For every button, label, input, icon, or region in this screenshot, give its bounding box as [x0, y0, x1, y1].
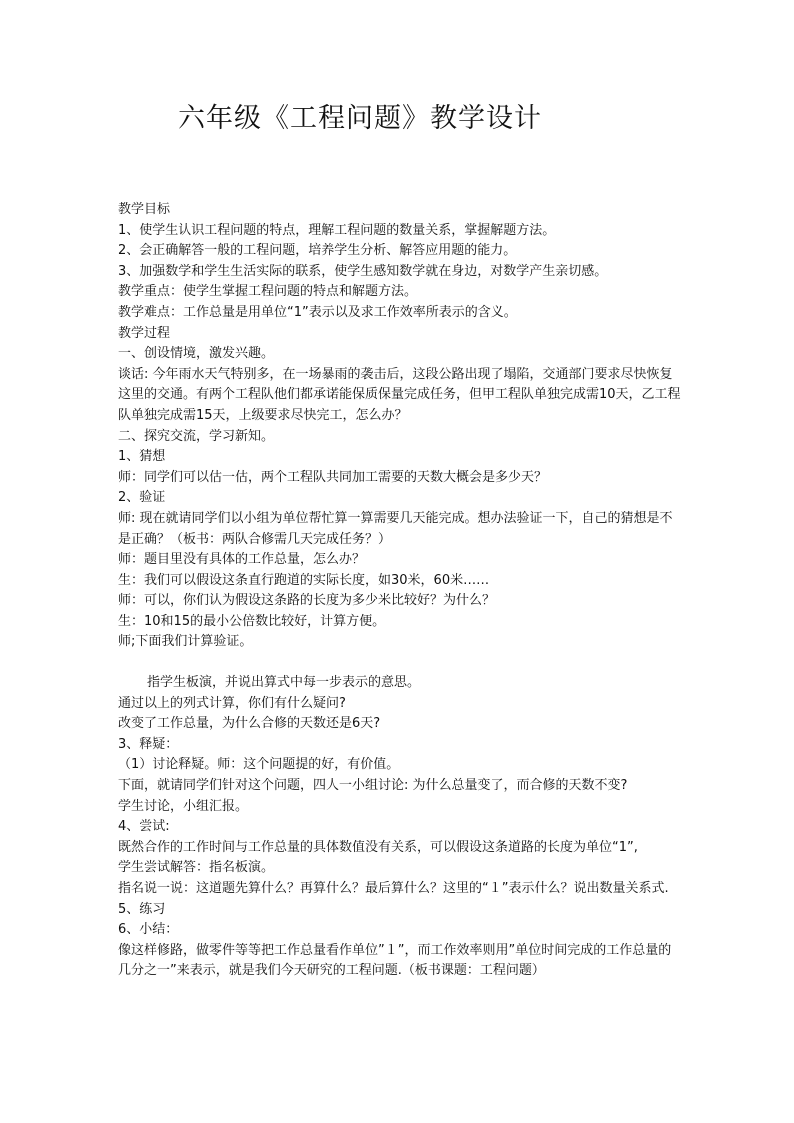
document-body [118, 200, 684, 982]
difficult-point: 教学难点：工作总量是用单位“1”表示以及求工作效率所表示的含义。 [118, 304, 517, 320]
step-try-heading: 4、尝试: [118, 819, 170, 835]
step-verify-heading: 2、验证 [118, 490, 166, 506]
intro-paragraph: 谈话: 今年雨水天气特别多，在一场暴雨的袭击后，这段公路出现了塌陷，交通部门要求尽快恢复这里的交通。有两个工程队他们都承诺能保质保量完成任务，但甲工程队单独完成需10天，乙工程队单独完成需15天，上级要求尽快完工，怎么办？ [118, 366, 681, 423]
section-1-heading: 一、创设情境，激发兴趣。 [118, 346, 275, 362]
discussion-line: 下面，就请同学们针对这个问题，四人一小组讨论: 为什么总量变了，而合修的天数不变? [118, 778, 628, 794]
dialogue-line: 师：可以，你们认为假设这条路的长度为多少米比较好？为什么？ [118, 593, 496, 609]
verify-paragraph: 师: 现在就请同学们以小组为单位帮忙算一算需要几天能完成。想办法验证一下，自己的猜想是不是正确？（板书：两队合修需几天完成任务？） [118, 510, 673, 547]
discussion-line: 学生讨论，小组汇报。 [118, 798, 249, 814]
goal-2: 2、会正确解答一般的工程问题，培养学生分析、解答应用题的能力。 [118, 243, 517, 259]
try-line: 学生尝试解答：指名板演。 [118, 860, 275, 876]
step-summary-heading: 6、小结： [118, 922, 179, 938]
board-demo-line: 指学生板演，并说出算式中每一步表示的意思。 [147, 675, 421, 691]
dialogue-line: 师;下面我们计算验证。 [118, 634, 253, 650]
summary-paragraph: 像这样修路，做零件等等把工作总量看作单位”１”，而工作效率则用”单位时间完成的工作总量的几分之一”来表示，就是我们今天研究的工程问题.（板书课题：工程问题） [118, 942, 672, 979]
explain-paragraph: 指名说一说：这道题先算什么？再算什么？最后算什么？这里的“１”表示什么？说出数量关系式. [118, 881, 669, 896]
discussion-line: （1）讨论释疑。师：这个问题提的好，有价值。 [118, 757, 400, 773]
step-practice-heading: 5、练习 [118, 901, 166, 917]
step-explain-heading: 3、释疑： [118, 736, 179, 752]
goal-3: 3、加强数学和学生生活实际的联系，使学生感知数学就在身边，对数学产生亲切感。 [118, 263, 608, 279]
dialogue-line: 生：我们可以假设这条直行跑道的实际长度，如30米，60米…… [118, 572, 490, 588]
key-point: 教学重点：使学生掌握工程问题的特点和解题方法。 [118, 284, 418, 300]
question-line: 改变了工作总量，为什么合修的天数还是6天? [118, 716, 381, 732]
question-line: 通过以上的列式计算，你们有什么疑问? [118, 695, 346, 711]
dialogue-line: 师：题目里没有具体的工作总量，怎么办？ [118, 552, 366, 568]
try-line: 既然合作的工作时间与工作总量的具体数值没有关系，可以假设这条道路的长度为单位“1”, [118, 839, 638, 855]
blank-line [118, 653, 684, 673]
goal-1: 1、使学生认识工程问题的特点，理解工程问题的数量关系，掌握解题方法。 [118, 222, 556, 238]
step-guess-heading: 1、猜想 [118, 449, 166, 465]
dialogue-line: 生：10和15的最小公倍数比较好，计算方便。 [118, 613, 386, 629]
guess-question: 师：同学们可以估一估，两个工程队共同加工需要的天数大概会是多少天？ [118, 469, 548, 485]
heading-teaching-process: 教学过程 [118, 325, 171, 341]
section-2-heading: 二、探究交流，学习新知。 [118, 428, 275, 444]
heading-teaching-goals: 教学目标 [118, 202, 171, 217]
document-title: 六年级《工程问题》教学设计 [178, 103, 542, 134]
